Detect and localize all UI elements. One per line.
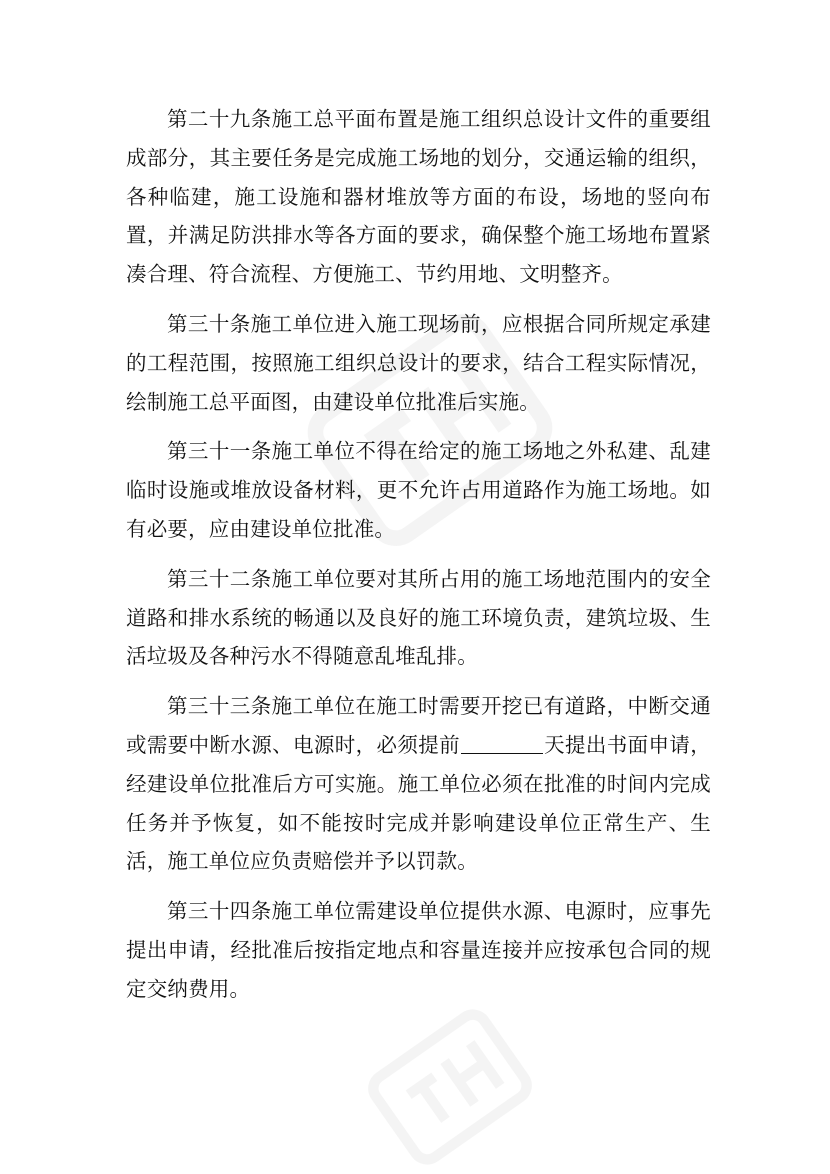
article-31-paragraph: 第三十一条施工单位不得在给定的施工场地之外私建、乱建临时设施或堆放设备材料，更不允许占用道路作为施工场地。如有必要，应由建设单位批准。 [126, 439, 711, 541]
article-33-paragraph [126, 687, 711, 881]
document-body [126, 100, 711, 1020]
article-30-paragraph: 第三十条施工单位进入施工现场前，应根据合同所规定承建的工程范围，按照施工组织总设计的要求，结合工程实际情况，绘制施工总平面图，由建设单位批准后实施。 [126, 311, 711, 414]
article-29-paragraph: 第二十九条施工总平面布置是施工组织总设计文件的重要组成部分，其主要任务是完成施工场地的划分，交通运输的组织，各种临建，施工设施和器材堆放等方面的布设，场地的竖向布置，并满足防洪排水等各方面的要求，确保整个施工场地布置紧凑合理、符合流程、方便施工、节约用地、文明整齐。 [126, 107, 711, 287]
watermark-logo-icon [340, 1000, 560, 1174]
fill-in-blank-days[interactable] [461, 732, 543, 754]
article-34-paragraph: 第三十四条施工单位需建设单位提供水源、电源时，应事先提出申请，经批准后按指定地点和容量连接并应按承包合同的规定交纳费用。 [126, 899, 711, 1001]
article-32-paragraph: 第三十二条施工单位要对其所占用的施工场地范围内的安全道路和排水系统的畅通以及良好的施工环境负责，建筑垃圾、生活垃圾及各种污水不得随意乱堆乱排。 [126, 566, 711, 669]
article-33-text-before-blank: 第三十三条施工单位在施工时需要开挖已有道路，中断交通或需要中断水源、电源时，必须提前 [126, 694, 711, 757]
article-33-text-after-blank: 天提出书面申请，经建设单位批准后方可实施。施工单位必须在批准的时间内完成任务并予恢复，如不能按时完成并影响建设单位正常生产、生活，施工单位应负责赔偿并予以罚款。 [126, 732, 711, 874]
